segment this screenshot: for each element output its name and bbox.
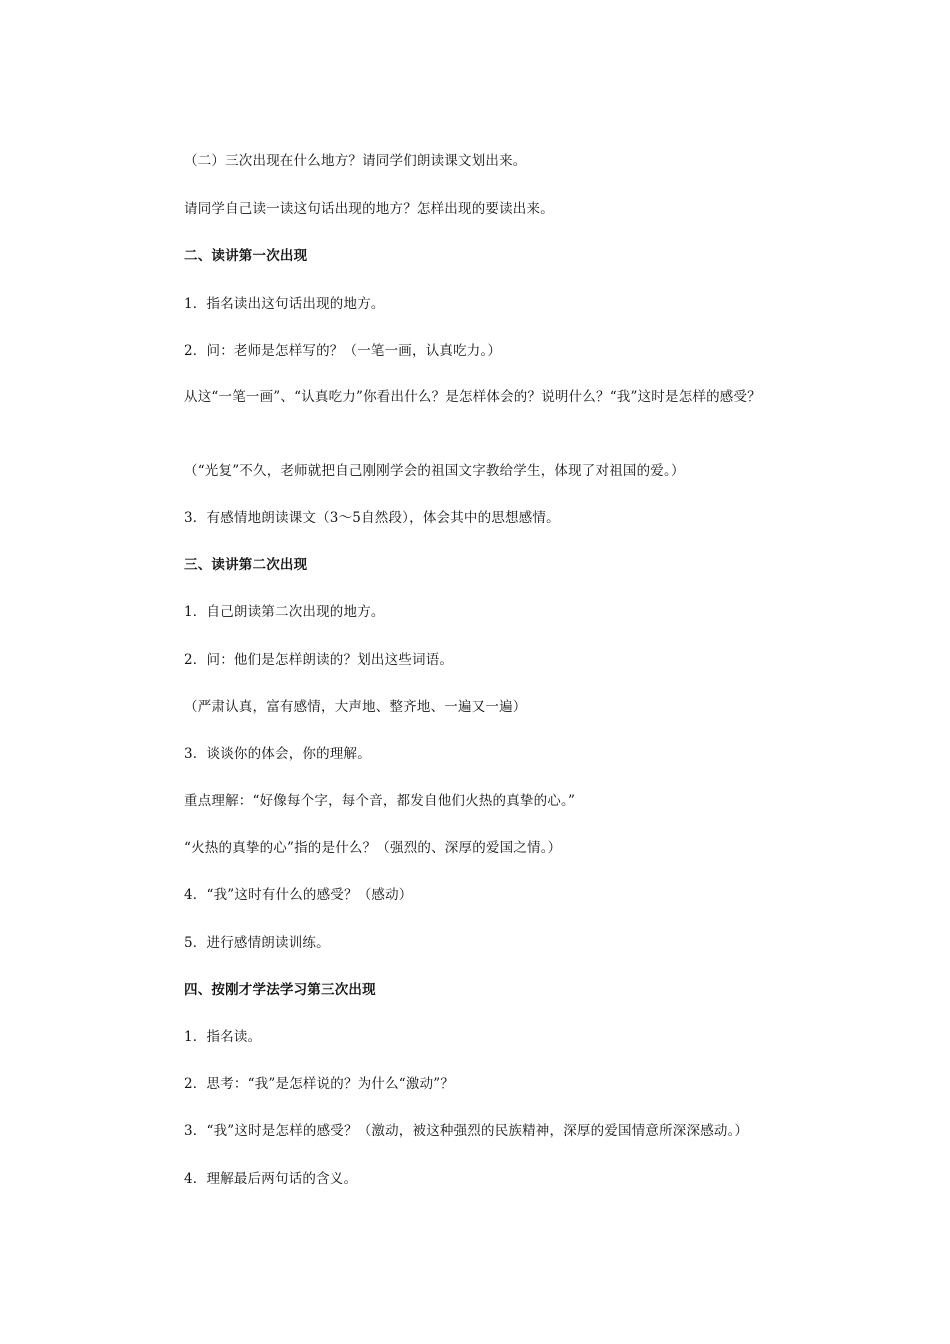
paragraph-8: 3．有感情地朗读课文（3～5自然段），体会其中的思想感情。 <box>184 510 560 526</box>
paragraph-2: 请同学自己读一读这句话出现的地方？怎样出现的要读出来。 <box>184 201 554 217</box>
paragraph-22: 4．理解最后两句话的含义。 <box>184 1171 358 1187</box>
section-heading-2: 二、读讲第一次出现 <box>184 248 308 264</box>
paragraph-17: 5．进行感情朗读训练。 <box>184 935 330 951</box>
paragraph-16: 4．“我”这时有什么的感受？（感动） <box>184 887 413 903</box>
paragraph-6: 从这“一笔一画”、“认真吃力”你看出什么？是怎样体会的？说明什么？“我”这时是怎样的感受？ <box>184 389 761 405</box>
paragraph-19: 1．指名读。 <box>184 1029 262 1045</box>
paragraph-1: （二）三次出现在什么地方？请同学们朗读课文划出来。 <box>184 153 527 169</box>
paragraph-13: 3．谈谈你的体会，你的理解。 <box>184 746 371 762</box>
paragraph-21: 3．“我”这时是怎样的感受？（激动，被这种强烈的民族精神，深厚的爱国情意所深深感动。） <box>184 1123 749 1139</box>
paragraph-12: （严肃认真，富有感情，大声地、整齐地、一遍又一遍） <box>184 699 527 715</box>
paragraph-10: 1．自己朗读第二次出现的地方。 <box>184 604 385 620</box>
section-heading-4: 四、按刚才学法学习第三次出现 <box>184 982 376 998</box>
paragraph-20: 2．思考：“我”是怎样说的？为什么“激动”？ <box>184 1076 455 1092</box>
paragraph-11: 2．问：他们是怎样朗读的？划出这些词语。 <box>184 652 454 668</box>
section-heading-3: 三、读讲第二次出现 <box>184 557 308 573</box>
paragraph-15: “火热的真挚的心”指的是什么？（强烈的、深厚的爱国之情。） <box>184 840 562 856</box>
paragraph-7: （“光复”不久，老师就把自己刚刚学会的祖国文字教给学生，体现了对祖国的爱。） <box>184 463 685 479</box>
paragraph-5: 2．问：老师是怎样写的？（一笔一画，认真吃力。） <box>184 343 502 359</box>
paragraph-4: 1．指名读出这句话出现的地方。 <box>184 296 385 312</box>
paragraph-14: 重点理解：“好像每个字，每个音，都发自他们火热的真挚的心。” <box>184 793 576 809</box>
